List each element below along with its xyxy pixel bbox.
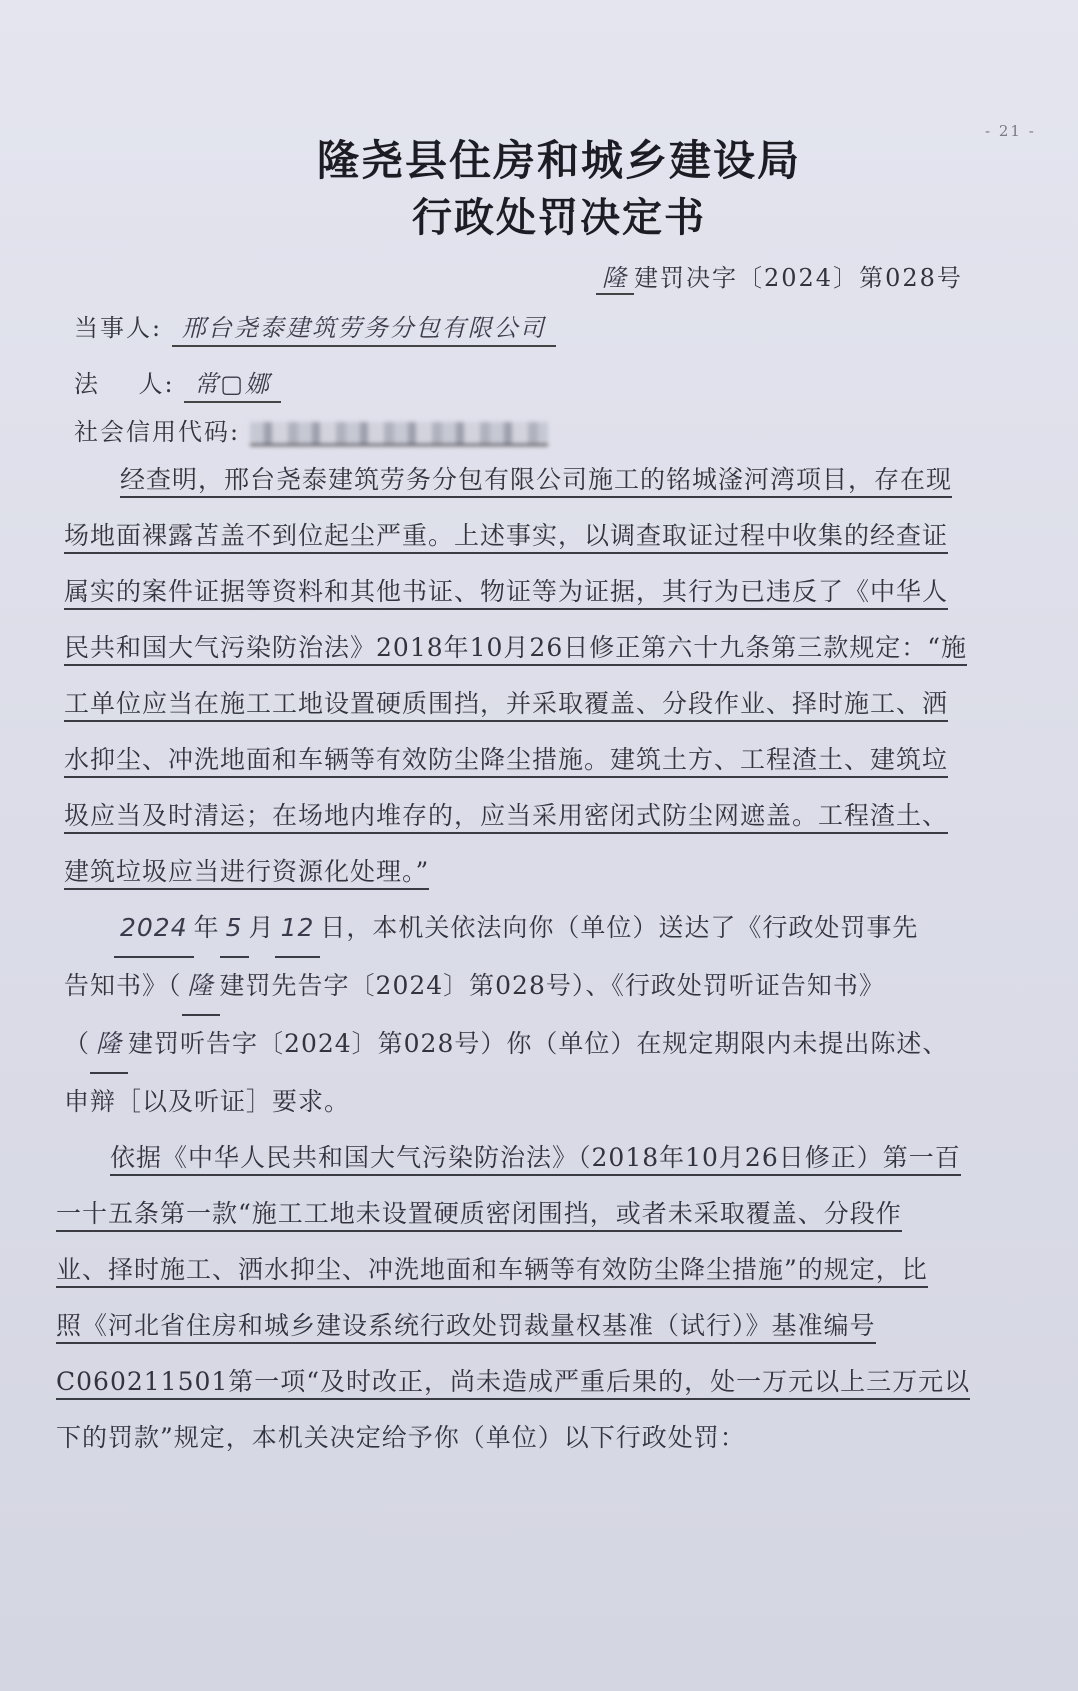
document-number: [596, 258, 963, 295]
notification-line4: 申辩［以及听证］要求。: [64, 1087, 351, 1116]
basis-line: 业、择时施工、洒水抑尘、冲洗地面和车辆等有效防尘降尘措施”的规定，比: [56, 1255, 928, 1288]
legal-rep-field: [74, 364, 281, 403]
legal-rep-label: 法 人:: [74, 370, 175, 398]
basis-line: 一十五条第一款“施工工地未设置硬质密闭围挡，或者未采取覆盖、分段作: [56, 1199, 902, 1232]
basis-line: 依据《中华人民共和国大气污染防治法》（2018年10月26日修正）第一百: [110, 1143, 961, 1176]
party-value: 邢台尧泰建筑劳务分包有限公司: [172, 308, 556, 347]
doc-number-rest: 建罚决字〔2024〕第028号: [634, 264, 963, 292]
findings-line: 水抑尘、冲洗地面和车辆等有效防尘降尘措施。建筑土方、工程渣土、建筑垃: [64, 745, 948, 778]
notification-line3-b: 建罚听告字〔2024〕第028号）你（单位）在规定期限内未提出陈述、: [128, 1029, 949, 1058]
findings-line: 属实的案件证据等资料和其他书证、物证等为证据，其行为已违反了《中华人: [64, 577, 948, 610]
findings-line: 民共和国大气污染防治法》2018年10月26日修正第六十九条第三款规定：“施: [64, 633, 967, 666]
basis-line: 照《河北省住房和城乡建设系统行政处罚裁量权基准（试行）》基准编号: [56, 1311, 876, 1344]
legal-basis-paragraph: [56, 1130, 1056, 1466]
credit-code-label: 社会信用代码:: [74, 418, 241, 446]
month-suffix: 月: [248, 913, 275, 942]
year-suffix: 年: [193, 913, 220, 942]
notification-line2-a: 告知书》（: [64, 971, 182, 1000]
party-field: [74, 308, 556, 347]
findings-line: 建筑垃圾应当进行资源化处理。”: [64, 857, 429, 890]
issuing-authority-title: 隆尧县住房和城乡建设局: [316, 136, 801, 185]
notification-line2-b: 建罚先告字〔2024〕第028号）、《行政处罚听证告知书》: [219, 971, 885, 1000]
basis-line: C060211501第一项“及时改正，尚未造成严重后果的，处一万元以上三万元以: [56, 1367, 970, 1400]
basis-line: 下的罚款”规定，本机关决定给予你（单位）以下行政处罚：: [56, 1423, 746, 1452]
notification-paragraph: [64, 900, 1064, 1130]
document-type-title: 行政处罚决定书: [412, 195, 706, 241]
party-label: 当事人:: [74, 314, 163, 342]
page-number: - 21 -: [985, 122, 1036, 140]
handwritten-day: 12: [275, 900, 321, 958]
findings-line: 经查明，邢台尧泰建筑劳务分包有限公司施工的铭城滏河湾项目，存在现: [120, 465, 952, 498]
handwritten-month: 5: [220, 900, 249, 958]
notification-line3-a: （: [64, 1029, 91, 1058]
handwritten-prefix: 隆: [90, 1016, 128, 1074]
legal-rep-value: 常▢娜: [184, 364, 281, 403]
findings-line: 场地面裸露苫盖不到位起尘严重。上述事实，以调查取证过程中收集的经查证: [64, 521, 948, 554]
findings-line: 圾应当及时清运；在场地内堆存的，应当采用密闭式防尘网遮盖。工程渣土、: [64, 801, 948, 834]
handwritten-year: 2024: [114, 900, 194, 958]
credit-code-field: [74, 412, 548, 447]
findings-paragraph: [64, 452, 1064, 900]
handwritten-prefix: 隆: [182, 958, 220, 1016]
findings-line: 工单位应当在施工工地设置硬质围挡，并采取覆盖、分段作业、择时施工、洒: [64, 689, 948, 722]
doc-number-handwritten: 隆: [596, 258, 634, 295]
redacted-credit-code: [250, 422, 548, 446]
notification-line1: 日，本机关依法向你（单位）送达了《行政处罚事先: [320, 913, 919, 942]
